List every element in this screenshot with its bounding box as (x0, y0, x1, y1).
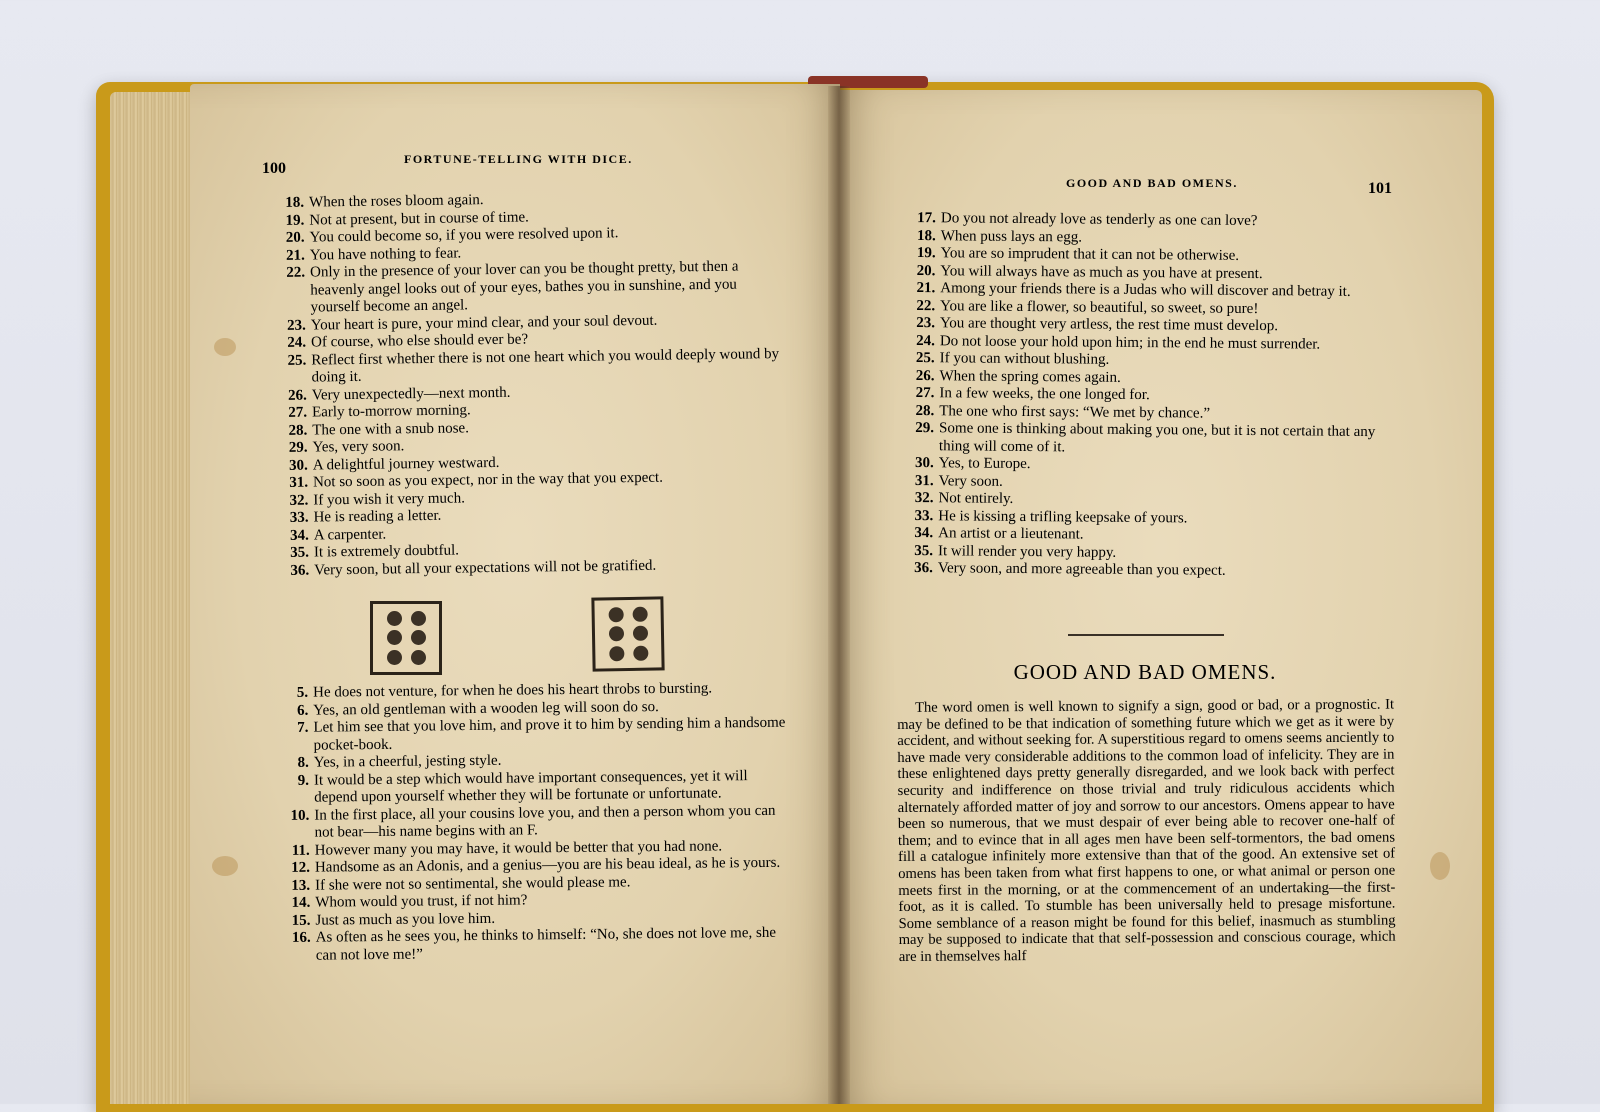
item-text: It would be a step which would have important consequences, yet it will depend upon yourself whether they will be fortunate or unfortunate. (313, 767, 748, 806)
item-text: He is kissing a trifling keepsake of yours. (938, 507, 1188, 526)
item-text: A delightful journey westward. (312, 454, 500, 474)
item-number: 34. (289, 527, 309, 544)
item-number: 32. (289, 492, 309, 509)
item-text: Not so soon as you expect, nor in the way that you expect. (312, 469, 664, 491)
item-number: 8. (297, 754, 309, 771)
item-text: However many you may have, it would be better that you had none. (314, 837, 723, 859)
list-item (283, 802, 791, 842)
item-text: Yes, very soon. (312, 438, 405, 456)
item-text: Early to-morrow morning. (311, 402, 471, 421)
die-pip (387, 611, 402, 626)
item-number: 25. (915, 350, 935, 367)
item-number: 19. (916, 245, 936, 262)
item-text: Do you not already love as tenderly as one can love? (940, 210, 1258, 230)
item-text: In a few weeks, the one longed for. (939, 385, 1150, 404)
list-item (279, 258, 790, 318)
item-text: Whom would you trust, if not him? (315, 892, 528, 911)
die-six (591, 596, 664, 671)
item-text: If you can without blushing. (939, 350, 1110, 368)
item-text: It is extremely doubtful. (313, 542, 460, 561)
item-number: 29. (915, 420, 935, 437)
item-number: 21. (285, 247, 305, 264)
right-running-head: GOOD AND BAD OMENS. (1066, 176, 1238, 190)
item-number: 5. (296, 684, 309, 701)
item-text: It will render you very happy. (937, 542, 1117, 561)
item-number: 30. (914, 455, 934, 472)
item-number: 15. (291, 912, 311, 929)
die-pip (632, 626, 647, 641)
item-text: As often as he sees you, he thinks to himself: “No, she does not love me, she can not love me!” (315, 924, 777, 964)
item-text: If she were not so sentimental, she would please me. (315, 873, 631, 894)
item-text: Reflect first whether there is not one heart which you would deeply wound by doing it. (311, 345, 780, 386)
item-text: Only in the presence of your lover can you be thought pretty, but then a heavenly angel looks out of your eyes, bathes you in sunshine, and you yourself become an angel. (309, 258, 739, 316)
die-pip (411, 650, 426, 665)
page-edges (110, 92, 200, 1104)
item-number: 17. (917, 210, 936, 227)
item-number: 33. (289, 509, 309, 526)
item-text: Very soon, and more agreeable than you expect. (937, 560, 1226, 579)
item-text: Do not loose your hold upon him; in the end he must surrender. (939, 332, 1321, 353)
item-text: You are like a flower, so beautiful, so sweet, so pure! (940, 297, 1259, 317)
item-number: 7. (297, 719, 309, 736)
item-text: He does not venture, for when he does his heart throbs to bursting. (312, 680, 713, 701)
item-number: 6. (296, 702, 309, 719)
die-pip (608, 607, 623, 622)
item-number: 35. (914, 542, 934, 559)
item-text: Very soon. (938, 472, 1003, 490)
die-pip (411, 611, 426, 626)
item-text: Very unexpectedly—next month. (311, 384, 511, 404)
item-number: 26. (915, 367, 935, 384)
item-number: 26. (287, 387, 307, 404)
item-number: 20. (916, 262, 936, 279)
item-number: 13. (291, 877, 311, 894)
item-text: You will always have as much as you have at present. (940, 262, 1263, 282)
right-answer-list (907, 210, 1400, 582)
item-number: 23. (916, 315, 936, 332)
list-item (285, 925, 793, 965)
die-pip (632, 607, 647, 622)
item-number: 34. (914, 525, 934, 542)
list-item (908, 420, 1398, 459)
paper-stain (1430, 852, 1450, 880)
book-gutter (828, 86, 850, 1104)
item-text: You are so imprudent that it can not be otherwise. (940, 245, 1240, 264)
omens-body-text: The word omen is well known to signify a sign, good or bad, or a prognostic. It may be defined to be that indication of something future which we get as it were by accident, and without seeking for. A superstitious regard to omens seems anciently to have made very considerable additions to the common load of infelicity. They are in these enlightened days pretty generally disregarded, and we look back with perfect security and indifference on those trivial and truly ridiculous accidents which alternately afforded matter of joy and sorrow to our ancestors. Omens appear to have been so numerous, that we must despair of ever being able to recover one-half of them; and to evince that in all ages men have been self-tormentors, the bad omens fill a catalogue infinitely more extensive than that of the good. An extensive set of omens has been taken from what first happens to one, or what animal or person one meets first in the morning, or at the commencement of an undertaking—the first-foot, as it is called. To stumble has been universally held to presage misfortune. Some semblance of a reason might be found for this belief, inasmuch as stumbling may be supposed to indicate that that self-possession and conscious courage, which are in themselves half (897, 696, 1396, 965)
left-answer-list-top (278, 188, 793, 580)
item-number: 27. (915, 385, 935, 402)
item-number: 24. (287, 334, 307, 351)
item-number: 22. (916, 297, 936, 314)
item-number: 23. (286, 317, 306, 334)
item-text: An artist or a lieutenant. (938, 525, 1084, 543)
item-number: 31. (289, 474, 309, 491)
section-divider (1068, 634, 1224, 636)
item-text: Not entirely. (938, 490, 1014, 507)
die-six (370, 601, 442, 675)
die-pip (411, 630, 426, 645)
die-pip (608, 627, 623, 642)
item-number: 10. (290, 807, 310, 824)
list-item (282, 715, 790, 755)
item-text: You have nothing to fear. (309, 244, 462, 264)
item-text: Yes, to Europe. (938, 455, 1031, 473)
item-text: Very soon, but all your expectations will not be gratified. (314, 557, 657, 579)
dice-illustration (370, 595, 680, 677)
item-number: 9. (297, 772, 310, 789)
item-number: 25. (287, 352, 307, 369)
left-running-head: FORTUNE-TELLING WITH DICE. (404, 152, 633, 166)
right-page-number: 101 (1368, 180, 1392, 197)
item-number: 18. (285, 194, 305, 211)
item-text: Yes, in a cheerful, jesting style. (313, 752, 502, 771)
paper-stain (212, 856, 238, 876)
item-text: In the first place, all your cousins love you, and then a person whom you can not bear—his name begins with an F. (314, 802, 776, 841)
item-number: 18. (916, 227, 936, 244)
item-text: Not at present, but in course of time. (309, 209, 529, 229)
item-number: 36. (914, 560, 933, 577)
item-number: 36. (290, 562, 310, 579)
item-number: 28. (288, 422, 308, 439)
item-text: Yes, an old gentleman with a wooden leg will soon do so. (313, 698, 659, 719)
item-text: A carpenter. (313, 526, 387, 544)
list-item (283, 767, 791, 807)
item-text: Of course, who else should ever be? (310, 331, 529, 351)
item-number: 24. (916, 332, 935, 349)
item-text: When puss lays an egg. (940, 227, 1083, 246)
item-number: 28. (915, 402, 935, 419)
left-answer-list-bottom (282, 680, 793, 965)
item-text: Among your friends there is a Judas who will discover and betray it. (940, 280, 1351, 300)
section-title: GOOD AND BAD OMENS. (1013, 660, 1277, 684)
item-text: You are thought very artless, the rest time must develop. (939, 315, 1279, 335)
item-number: 33. (914, 507, 934, 524)
item-number: 35. (290, 544, 310, 561)
paper-stain (214, 338, 236, 356)
item-text: The one with a snub nose. (312, 419, 470, 439)
item-number: 21. (916, 280, 936, 297)
item-number: 30. (288, 457, 308, 474)
item-number: 32. (914, 490, 934, 507)
item-text: When the spring comes again. (939, 367, 1121, 386)
item-number: 31. (914, 472, 934, 489)
item-text: Let him see that you love him, and prove it to him by sending him a handsome pocket-book. (313, 714, 786, 754)
die-pip (609, 646, 624, 661)
item-number: 27. (288, 404, 308, 421)
item-number: 22. (286, 264, 306, 281)
item-number: 19. (285, 212, 305, 229)
item-number: 20. (285, 229, 305, 246)
item-text: Some one is thinking about making you one, but it is not certain that any thing will come of it. (938, 420, 1376, 455)
item-text: Just as much as you love him. (315, 910, 496, 929)
item-number: 12. (291, 859, 310, 876)
die-pip (387, 650, 402, 665)
item-number: 29. (288, 439, 308, 456)
item-number: 14. (291, 894, 311, 911)
item-text: Handsome as an Adonis, and a genius—you are his beau ideal, as he is yours. (314, 854, 781, 876)
die-pip (633, 645, 648, 660)
item-text: Your heart is pure, your mind clear, and your soul devout. (310, 312, 658, 334)
item-text: When the roses bloom again. (308, 192, 484, 211)
left-page-number: 100 (262, 160, 286, 177)
die-pip (387, 630, 402, 645)
item-number: 11. (291, 842, 310, 859)
item-text: You could become so, if you were resolved upon it. (309, 225, 619, 246)
item-text: He is reading a letter. (313, 507, 442, 526)
item-number: 16. (291, 929, 311, 946)
item-text: The one who first says: “We met by chance.” (939, 402, 1211, 422)
item-text: If you wish it very much. (313, 489, 465, 509)
